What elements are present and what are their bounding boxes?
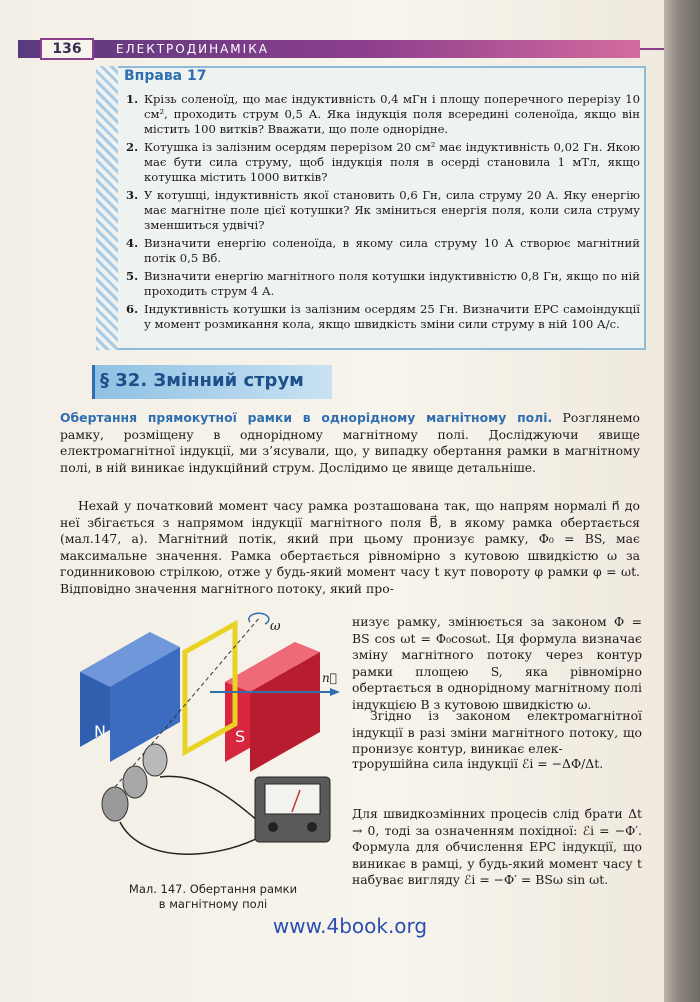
intro-text: Розглянемо рамку, розміщену в однорідному магнітному полі. Досліджуючи явище електромагнітної індукції, ми з’ясували, що, у випадку обертання рамки в магнітному полі, в ній виникає індукційний струм. Дослідимо це явище детальніше. [60, 410, 640, 475]
exercise-item-text: Крізь соленоїд, що має індуктивність 0,4 мГн і площу поперечного перерізу 10 см², проходить струм 0,5 А. Яка індукція поля всередині соленоїда, якщо він містить 100 витків? Вважати, що поле однорідне. [144, 92, 640, 136]
paragraph-6: Для швидкозмінних процесів слід брати Δt → 0, тоді за означенням похідної: ℰi = −Φ′. Формула для обчислення ЕРС індукції, що виникає в рамці, у будь-який момент часу t набуває вигляду ℰi = −Φ′ = BSω sin ωt. [352, 806, 642, 888]
paragraph-5: трорушійна сила індукції ℰi = −ΔΦ/Δt. [352, 756, 604, 771]
paragraph-4: Згідно із законом електромагнітної індукції в разі зміни магнітного потоку, що пронизує контур, виникає елек- [352, 708, 642, 757]
exercise-item [120, 92, 640, 137]
figure-caption [108, 882, 318, 912]
header-bar [18, 40, 640, 58]
page-edge-shadow [664, 0, 700, 1002]
exercise-item [120, 302, 640, 332]
page-number: 136 [40, 38, 94, 60]
exercise-item-number: 3. [126, 188, 139, 202]
section-heading: § 32. Змінний струм [100, 370, 304, 391]
figure-caption-line: Мал. 147. Обертання рамки [128, 882, 298, 896]
wire [120, 822, 260, 854]
exercise-item [120, 236, 640, 266]
exercise-item-text: Визначити енергію соленоїда, в якому сила струму 10 А створює магнітний потік 0,5 Вб. [144, 236, 640, 265]
exercise-item-number: 2. [126, 140, 139, 154]
exercise-item-text: Визначити енергію магнітного поля котушки індуктивністю 0,8 Гн, якщо по ній проходить струм 4 А. [144, 269, 640, 298]
exercise-item [120, 188, 640, 233]
exercise-item [120, 140, 640, 185]
exercise-item-number: 5. [126, 269, 139, 283]
exercise-item [120, 269, 640, 299]
figure-caption-line: в магнітному полі [158, 897, 268, 911]
wire [160, 776, 265, 827]
terminal [307, 822, 317, 832]
paragraph-2: Нехай у початковий момент часу рамка розташована так, що напрям нормалі n⃗ до неї збігається з напрямом індукції магнітного поля B⃗, в якому рамка обертається (мал.147, а). Магнітний потік, який при цьому пронизує рамку, Φ₀ = BS, має максимальне значення. Рамка обертається рівномірно з кутовою швидкістю ω за годинниковою стрілкою, отже у будь-який момент часу t кут повороту φ рамки φ = ωt. Відповідно значення магнітного потоку, який про- [60, 498, 640, 596]
exercise-item-number: 4. [126, 236, 139, 250]
normal-arrowhead [330, 688, 340, 696]
figure-147-illustration [60, 612, 350, 882]
magnet-n-label: N [94, 722, 106, 741]
exercise-item-text: Індуктивність котушки із залізним осердям 25 Гн. Визначити ЕРС самоіндукції у момент розмикання кола, якщо швидкість зміни сили струму в ній 100 А/с. [144, 302, 640, 331]
terminal [268, 822, 278, 832]
exercise-item-number: 1. [126, 92, 139, 106]
rotation-arrow [249, 613, 269, 624]
slip-ring [123, 766, 147, 798]
exercise-item-number: 6. [126, 302, 139, 316]
omega-label: ω [270, 619, 281, 634]
magnet-s-label: S [235, 727, 246, 746]
normal-label: n⃗ [322, 671, 337, 685]
exercise-item-text: Котушка із залізним осердям перерізом 20 см² має індуктивність 0,02 Гн. Якою має бути сила струму, щоб індукція поля в осерді становила 1 мТл, якщо котушка містить 1000 витків? [144, 140, 640, 184]
watermark-url[interactable]: www.4book.org [272, 914, 428, 938]
exercise-box-stripe [96, 66, 118, 350]
exercise-title: Вправа 17 [124, 68, 207, 84]
chapter-title: ЕЛЕКТРОДИНАМІКА [116, 42, 269, 56]
intro-lead: Обертання прямокутної рамки в однорідному магнітному полі. [60, 410, 553, 425]
exercise-item-text: У котушці, індуктивність якої становить 0,6 Гн, сила струму 20 А. Яку енергію має магнітне поле цієї котушки? Як зміниться енергія поля, коли сила струму зменшиться удвічі? [144, 188, 640, 232]
paragraph-3: низує рамку, змінюється за законом Φ = BS cos ωt = Φ₀cosωt. Ця формула визначає зміну магнітного потоку через контур рамки площею S, яка рівномірно обертається в однорідному магнітному полі індукцією B з кутовою швидкістю ω. [352, 614, 642, 712]
slip-ring [102, 787, 128, 821]
slip-ring [143, 744, 167, 776]
header-divider [640, 48, 664, 50]
paragraph-intro [60, 410, 640, 476]
exercise-list [120, 92, 640, 335]
